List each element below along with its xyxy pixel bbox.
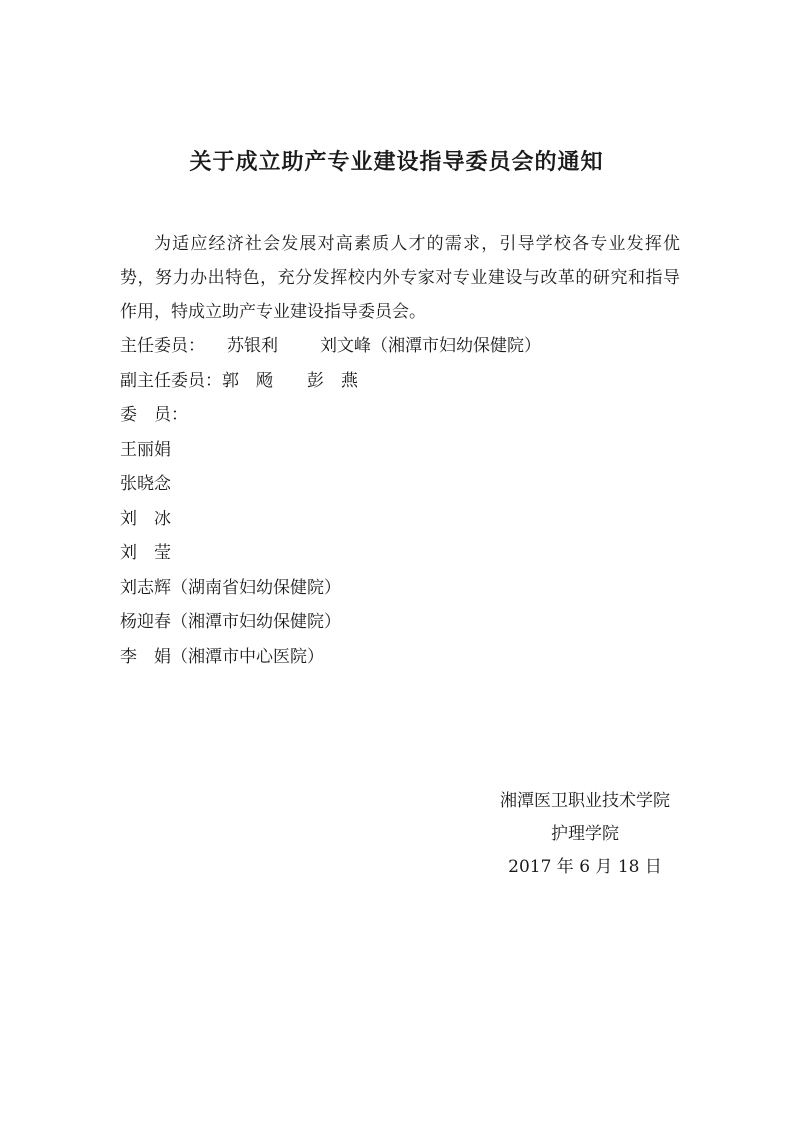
signature-date: 2017 年 6 月 18 日 — [508, 857, 662, 877]
members-label: 委 员： — [120, 405, 188, 425]
director-label: 主任委员： — [120, 336, 205, 356]
signature-school: 湘潭医卫职业技术学院 — [500, 791, 670, 811]
member-item: 刘 莹 — [120, 543, 171, 563]
director-name: 苏银利 — [227, 336, 278, 356]
vice-director-name: 彭 燕 — [307, 370, 358, 391]
member-item: 张晓念 — [120, 474, 171, 494]
director-name: 刘文峰（湘潭市妇幼保健院） — [320, 336, 541, 356]
document-body — [120, 227, 680, 674]
member-item: 杨迎春（湘潭市妇幼保健院） — [120, 612, 341, 632]
intro-paragraph: 为适应经济社会发展对高素质人才的需求，引导学校各专业发挥优势，努力办出特色，充分发挥校内外专家对专业建设与改革的研究和指导作用，特成立助产专业建设指导委员会。 — [120, 234, 680, 322]
member-item: 王丽娟 — [120, 439, 171, 460]
vice-director-label: 副主任委员： — [120, 370, 222, 391]
member-item: 李 娟（湘潭市中心医院） — [120, 646, 324, 667]
page-title: 关于成立助产专业建设指导委员会的通知 — [189, 150, 604, 175]
vice-director-name: 郭 飏 — [222, 370, 273, 391]
director-line — [120, 329, 680, 364]
vice-director-line — [120, 364, 680, 399]
member-item: 刘 冰 — [120, 508, 171, 529]
signature-block — [430, 785, 740, 884]
member-item: 刘志辉（湖南省妇幼保健院） — [120, 577, 341, 598]
signature-department: 护理学院 — [551, 824, 619, 844]
